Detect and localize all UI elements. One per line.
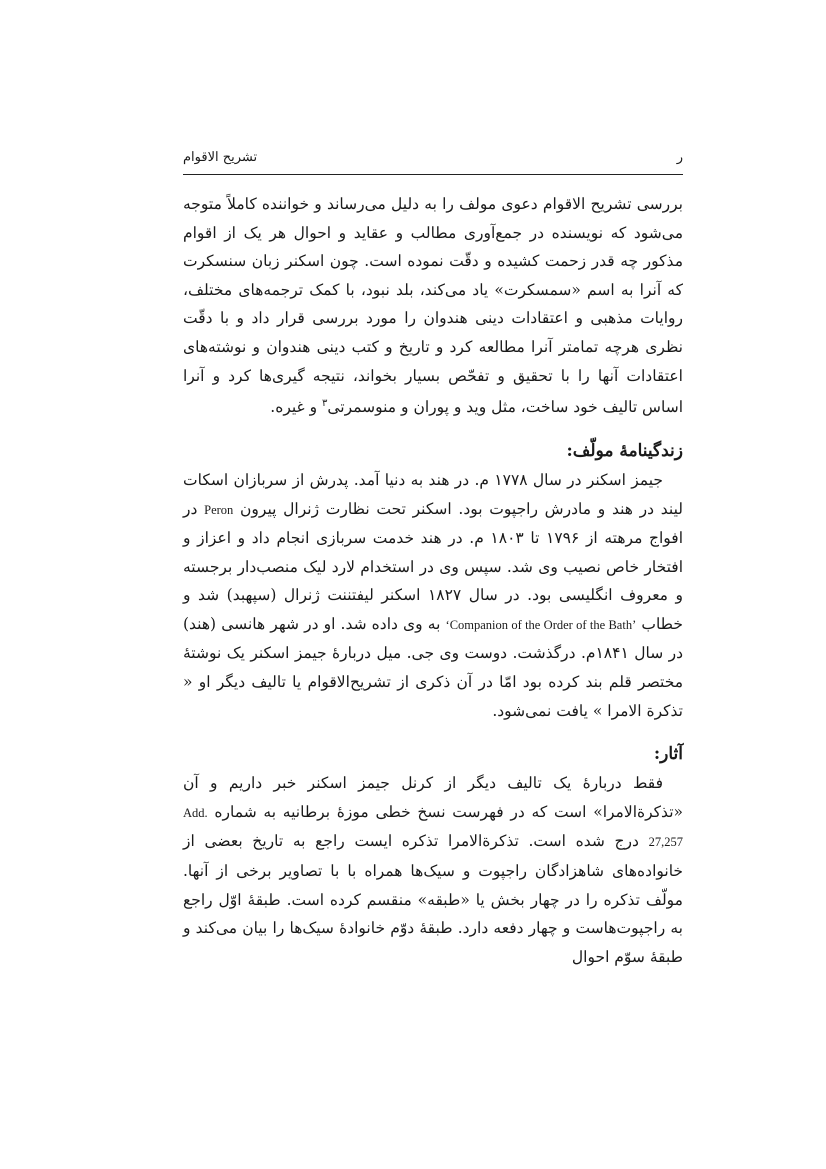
intro-text-b: و غیره. xyxy=(270,398,323,417)
intro-paragraph xyxy=(183,190,683,422)
biography-text-c: به وی داده شد. او در شهر هانسی (هند) در سال ۱۸۴۱م. درگذشت. دوست وی جی. میل دربارهٔ جیمز اسکنر یک نوشتهٔ مختصر قلم بند کرده بود امّا در آن ذکری از تشریح‌الاقوام یا تالیف دیگر او « تذکرة الامرا » یافت نمی‌شود. xyxy=(183,614,683,720)
works-heading: آثار: xyxy=(653,744,683,765)
intro-text-a: بررسی تشریح الاقوام دعوی مولف را به دلیل می‌رساند و خواننده کاملاً متوجه می‌شود که نویسنده در جمع‌آوری مطالب و عقاید و احوال هر یک از اقوام مذکور چه قدر زحمت کشیده و دقّت نموده است. چون اسکنر زبان سنسکرت که آنرا به اسم «سمسکرت» یاد می‌کند، بلد نبود، با کمک ترجمه‌های مختلف، روایات مذهبی و اعتقادات دینی هندوان را مورد بررسی قرار داد و با دقّت نظری هرچه تمامتر آنرا مطالعه کرد و تاریخ و کتب دینی هندوان و نوشته‌های اعتقادات آنها را با تحقیق و تفحّص بسیار بخواند، نتیجه گیری‌ها کرد و آنرا اساس تالیف خود ساخت، مثل وید و پوران و منوسمرتی xyxy=(183,195,683,417)
page-number: ر xyxy=(676,150,683,165)
page-body xyxy=(183,190,683,971)
biography-text-b: در افواج مرهته از ۱۷۹۶ تا ۱۸۰۳ م. در هند خدمت سربازی انجام داد و اعزاز و افتخار خاص نصیب وی شد. سپس وی در استخدام لارد لیک منصب‌دار برجسته و معروف انگلیسی بود. در سال ۱۸۲۷ اسکنر لیفتننت ژنرال (سپهبد) شد و خطاب xyxy=(183,499,684,633)
running-title: تشریح الاقوام xyxy=(183,150,258,165)
works-text-b: درج شده است. تذکرةالامرا تذکره ایست راجع به تاریخ بعضی از خانواده‌های شاهزادگان راجپوت و سیک‌ها همراه با با تصاویر برخی از آنها. مولّف تذکره را در چهار بخش یا «طبقه» منقسم کرده است. طبقهٔ اوّل راجع به راجپوت‌هاست و چهار دفعه دارد. طبقهٔ دوّم خانوادهٔ سیک‌ها را بیان می‌کند و طبقهٔ سوّم احوال xyxy=(183,832,683,966)
works-latin-ref: Add. 27,257 xyxy=(183,805,683,850)
biography-latin-name: Peron xyxy=(204,502,234,517)
biography-paragraph xyxy=(183,466,683,725)
footnote-marker: ۳ xyxy=(322,398,328,410)
biography-heading: زندگینامهٔ مولّف: xyxy=(566,440,683,461)
works-paragraph xyxy=(183,769,683,971)
header-rule xyxy=(183,174,683,175)
biography-latin-title: ‘Companion of the Order of the Bath’ xyxy=(445,617,637,632)
works-text-a: فقط دربارهٔ یک تالیف دیگر از کرنل جیمز اسکنر خبر داریم و آن «تذکرةالامرا» است که در فهرست نسخ خطی موزهٔ برطانیه به شماره xyxy=(183,774,683,821)
biography-text-a: جیمز اسکنر در سال ۱۷۷۸ م. در هند به دنیا آمد. پدرش از سربازان اسکات لیند در هند و مادرش راجپوت بود. اسکنر تحت نظارت ژنرال پیرون xyxy=(183,470,683,518)
page-header xyxy=(183,150,683,172)
